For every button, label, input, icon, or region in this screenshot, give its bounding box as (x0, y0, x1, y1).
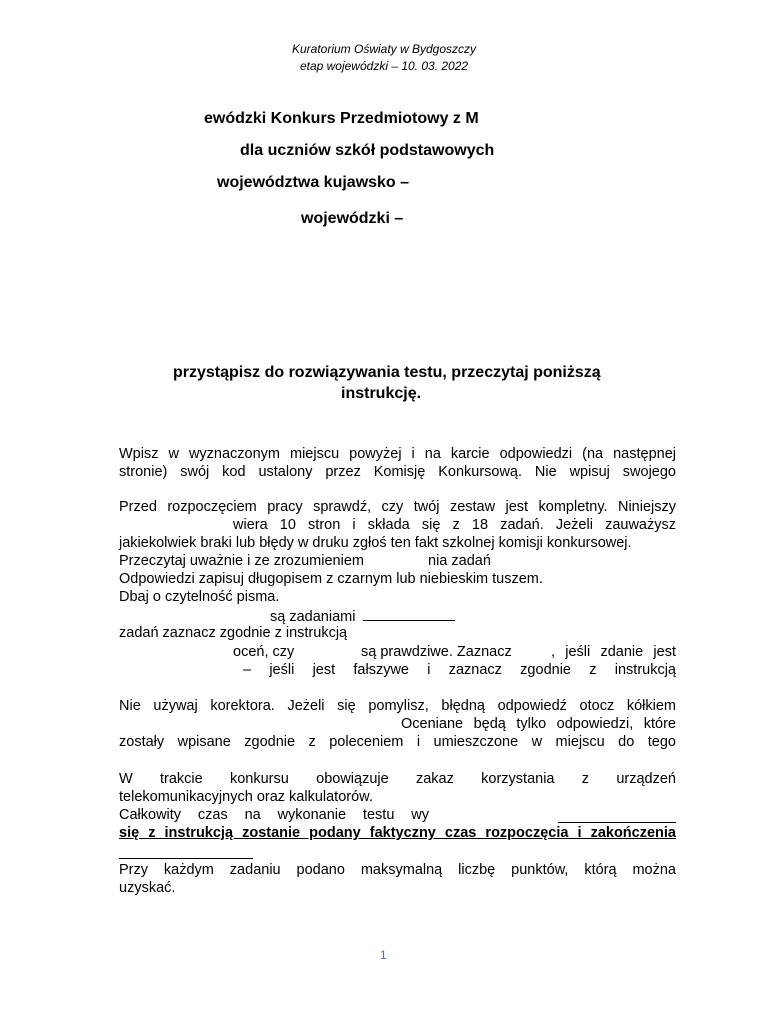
p2-line-7-text: są zadaniami (270, 609, 356, 625)
p5-line-1: Przy każdym zadaniu podano maksymalną liczbę punktów, którą można (119, 862, 676, 878)
p4-line-1: W trakcie konkursu obowiązuje zakaz korzystania z urządzeń (119, 771, 676, 787)
title-line-2: dla uczniów szkół podstawowych (240, 142, 495, 159)
p4-line-2: telekomunikacyjnych oraz kalkulatorów. (119, 789, 373, 805)
p2-line-4a: Przeczytaj uważnie i ze zrozumieniem (119, 553, 364, 569)
title-line-1: ewódzki Konkurs Przedmiotowy z M (204, 110, 479, 127)
p3-line-1: Nie używaj korektora. Jeżeli się pomylisz, błędną odpowiedź otocz kółkiem (119, 698, 676, 714)
instruction-heading-line-1: przystąpisz do rozwiązywania testu, przeczytaj poniższą (173, 364, 601, 381)
p2-line-8: zadań zaznacz zgodnie z instrukcją (119, 625, 348, 641)
p5-line-2: uzyskać. (119, 880, 176, 896)
p2-line-9b: są prawdziwe. Zaznacz (361, 644, 512, 660)
p2-line-4b: nia zadań (428, 553, 491, 569)
page-number: 1 (380, 948, 387, 962)
p2-line-6: Dbaj o czytelność pisma. (119, 589, 280, 605)
header-stage-date: etap wojewódzki – 10. 03. 2022 (299, 59, 469, 73)
p1-line-1: Wpisz w wyznaczonym miejscu powyżej i na karcie odpowiedzi (na następnej (119, 446, 676, 462)
p2-line-10: – jeśli jest fałszywe i zaznacz zgodnie z instrukcją (243, 662, 676, 678)
header-authority: Kuratorium Oświaty w Bydgoszczy (291, 42, 477, 56)
blank-line (119, 858, 253, 859)
p2-line-9a: oceń, czy (233, 644, 295, 660)
p4-line-4: się z instrukcją zostanie podany faktyczny czas rozpoczęcia i zakończenia (119, 825, 676, 841)
p3-line-2: Oceniane będą tylko odpowiedzi, które (401, 716, 676, 732)
p2-line-7 (270, 606, 455, 626)
p2-line-2: wiera 10 stron i składa się z 18 zadań. Jeżeli zauważysz (233, 517, 676, 533)
p4-line-3: Całkowity czas na wykonanie testu wy (119, 807, 429, 823)
title-line-4: wojewódzki – (301, 210, 404, 227)
p2-line-1: Przed rozpoczęciem pracy sprawdź, czy twój zestaw jest kompletny. Niniejszy (119, 499, 676, 515)
p2-line-9c: , jeśli zdanie jest (551, 644, 676, 660)
blank-line (558, 822, 676, 823)
p2-line-5: Odpowiedzi zapisuj długopisem z czarnym lub niebieskim tuszem. (119, 571, 543, 587)
p3-line-3: zostały wpisane zgodnie z poleceniem i umieszczone w miejscu do tego (119, 734, 676, 750)
title-line-3: województwa kujawsko – (217, 174, 410, 191)
instruction-heading-line-2: instrukcję. (341, 385, 422, 402)
blank-line (363, 606, 455, 621)
p2-line-3: jakiekolwiek braki lub błędy w druku zgłoś ten fakt szkolnej komisji konkursowej. (119, 535, 632, 551)
p1-line-2: stronie) swój kod ustalony przez Komisję Konkursową. Nie wpisuj swojego (119, 464, 676, 480)
